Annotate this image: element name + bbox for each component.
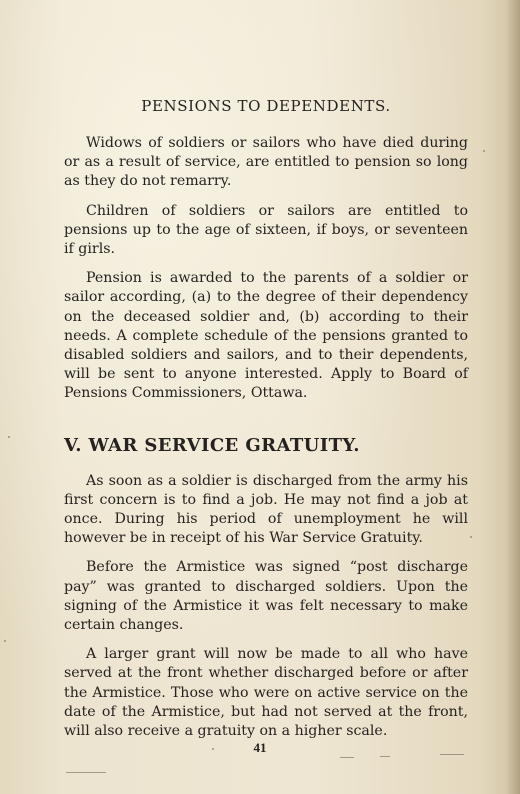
paper-mark bbox=[340, 757, 354, 758]
paper-speck bbox=[212, 748, 214, 750]
paper-mark bbox=[440, 754, 464, 755]
paper-speck bbox=[483, 150, 485, 152]
page-number: 41 bbox=[253, 740, 267, 755]
paper-speck bbox=[470, 536, 472, 538]
paper-mark bbox=[66, 772, 106, 773]
paragraph-children: Children of soldiers or sailors are entitled to pensions up to the age of sixteen, if boys, or seventeen if girls. bbox=[64, 202, 468, 258]
paper-speck bbox=[8, 436, 10, 438]
paper-speck bbox=[4, 640, 6, 642]
paper-mark bbox=[380, 756, 390, 757]
paragraph-discharge: As soon as a soldier is discharged from the army his first concern is to find a job. He may not find a job at once. During his period of unemployment he will however be in receipt of his War Service Gratuity. bbox=[64, 472, 468, 547]
paragraph-larger-grant: A larger grant will now be made to all who have served at the front whether discharged before or after the Armistice. Those who were on active service on the date of the Armistice, but had not served at the front, will also receive a gratuity on a higher scale. bbox=[64, 646, 468, 740]
paragraph-widows: Widows of soldiers or sailors who have died during or as a result of service, are entitled to pension so long as they do not remarry. bbox=[64, 135, 468, 190]
section-heading-pensions: PENSIONS TO DEPENDENTS. bbox=[141, 97, 391, 115]
paragraph-parents: Pension is awarded to the parents of a soldier or sailor according, (a) to the degree of their dependency on the deceased soldier and, (b) according to their needs. A complete schedule of the pensions granted to disabled soldiers and sailors, and to their dependents, will be sent to anyone interested. Apply to Board of Pensions Commissioners, Ottawa. bbox=[64, 270, 468, 402]
paragraph-armistice: Before the Armistice was signed “post discharge pay” was granted to discharged soldiers. Upon the signing of the Armistice it was felt necessary to make certain changes. bbox=[64, 559, 468, 634]
page-content bbox=[64, 96, 468, 751]
section-title-war-service-gratuity: V. WAR SERVICE GRATUITY. bbox=[64, 434, 360, 456]
